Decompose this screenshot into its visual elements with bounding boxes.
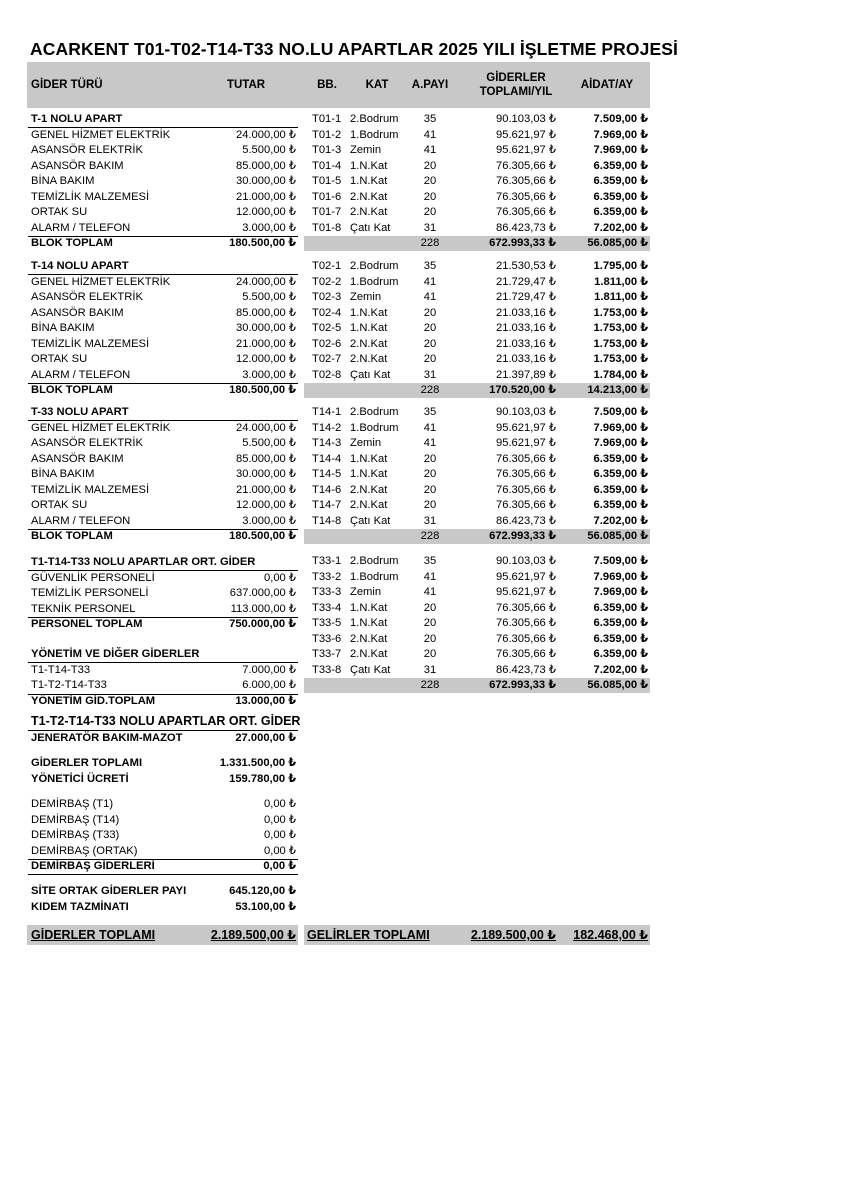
demirbas-total-amount: 0,00 ₺ [263, 860, 296, 872]
unit-kat: 2.N.Kat [350, 353, 388, 365]
yonetim-amount: 6.000,00 ₺ [242, 679, 296, 691]
expense-name: BİNA BAKIM [31, 468, 95, 480]
unit-bb: T01-8 [312, 221, 342, 234]
unit-yearly: 76.305,66 ₺ [496, 499, 556, 511]
unit-kat: 2.Bodrum [350, 260, 399, 272]
header-giderler-line2: TOPLAMI/YIL [479, 86, 553, 98]
unit-monthly: 6.359,00 ₺ [593, 632, 648, 645]
expense-name: ASANSÖR ELEKTRİK [31, 437, 143, 449]
expense-amount: 12.000,00 ₺ [236, 353, 296, 365]
block-total-monthly: 56.085,00 ₺ [587, 237, 648, 249]
header-aidat: AİDAT/AY [580, 79, 634, 91]
unit-pay: 41 [423, 421, 437, 434]
unit-kat: Zemin [350, 586, 382, 598]
unit-yearly: 95.621,97 ₺ [496, 586, 556, 598]
unit-pay: 41 [423, 291, 437, 303]
block-total-label: BLOK TOPLAM [31, 530, 113, 542]
unit-bb: T33-4 [312, 601, 342, 614]
unit-yearly: 95.621,97 ₺ [496, 437, 556, 449]
unit-bb: T01-4 [312, 159, 342, 172]
expense-name: ASANSÖR ELEKTRİK [31, 291, 143, 303]
unit-kat: 2.N.Kat [350, 632, 388, 645]
unit-monthly: 7.969,00 ₺ [593, 437, 648, 449]
unit-pay: 20 [423, 452, 437, 465]
unit-bb: T01-3 [312, 144, 342, 156]
block-total-label: BLOK TOPLAM [31, 237, 113, 249]
footer-aylik-value: 182.468,00 ₺ [573, 928, 648, 942]
unit-monthly: 6.359,00 ₺ [593, 452, 648, 465]
unit-kat: 1.Bodrum [350, 421, 399, 434]
block-title: T-1 NOLU APART [31, 113, 123, 125]
unit-monthly: 6.359,00 ₺ [593, 617, 648, 629]
unit-kat: 2.N.Kat [350, 337, 388, 350]
unit-kat: 2.Bodrum [350, 555, 399, 567]
unit-pay: 20 [423, 175, 437, 187]
unit-pay: 20 [423, 322, 437, 334]
unit-kat: Zemin [350, 437, 382, 449]
unit-monthly: 7.509,00 ₺ [593, 555, 648, 567]
expense-amount: 30.000,00 ₺ [236, 468, 296, 480]
unit-monthly: 7.969,00 ₺ [593, 144, 648, 156]
unit-bb: T01-6 [312, 190, 342, 203]
block-total-amount: 180.500,00 ₺ [229, 237, 296, 249]
unit-yearly: 21.530,53 ₺ [496, 260, 556, 272]
block-total-monthly: 14.213,00 ₺ [587, 384, 648, 396]
unit-yearly: 76.305,66 ₺ [496, 159, 556, 172]
unit-bb: T14-1 [312, 406, 342, 418]
unit-bb: T01-2 [312, 128, 342, 141]
unit-yearly: 21.397,89 ₺ [496, 368, 556, 381]
unit-bb: T14-4 [312, 452, 342, 465]
expense-name: BİNA BAKIM [31, 175, 95, 187]
unit-kat: 1.N.Kat [350, 617, 388, 629]
expense-name: TEMİZLİK MALZEMESİ [31, 190, 150, 203]
unit-yearly: 76.305,66 ₺ [496, 617, 556, 629]
expense-amount: 3.000,00 ₺ [242, 221, 296, 234]
expense-amount: 24.000,00 ₺ [236, 275, 296, 288]
expense-amount: 85.000,00 ₺ [236, 452, 296, 465]
unit-pay: 20 [423, 306, 437, 319]
demirbas-amount: 0,00 ₺ [263, 829, 296, 841]
expense-amount: 30.000,00 ₺ [236, 175, 296, 187]
unit-yearly: 90.103,03 ₺ [496, 113, 556, 125]
unit-kat: Zemin [350, 291, 382, 303]
header-tutar: TUTAR [226, 79, 266, 91]
kidem-label: KIDEM TAZMİNATI [31, 901, 129, 913]
expense-amount: 21.000,00 ₺ [236, 337, 296, 350]
unit-pay: 35 [423, 406, 437, 418]
unit-yearly: 86.423,73 ₺ [496, 221, 556, 234]
footer-gelirler-value: 2.189.500,00 ₺ [470, 928, 556, 942]
expense-amount: 21.000,00 ₺ [236, 190, 296, 203]
personel-name: GÜVENLİK PERSONELİ [31, 571, 155, 584]
unit-kat: 1.Bodrum [350, 275, 399, 288]
expense-name: GENEL HİZMET ELEKTRİK [31, 275, 171, 288]
unit-yearly: 21.729,47 ₺ [496, 291, 556, 303]
yonetim-total-label: YÖNETİM GİD.TOPLAM [31, 694, 156, 707]
unit-yearly: 76.305,66 ₺ [496, 632, 556, 645]
expense-name: ASANSÖR ELEKTRİK [31, 144, 143, 156]
unit-monthly: 7.509,00 ₺ [593, 113, 648, 125]
block-total-pay: 228 [420, 530, 440, 542]
unit-bb: T33-1 [312, 555, 342, 567]
unit-pay: 41 [423, 570, 437, 583]
unit-yearly: 95.621,97 ₺ [496, 570, 556, 583]
expense-name: TEMİZLİK MALZEMESİ [31, 337, 150, 350]
unit-bb: T33-5 [312, 617, 342, 629]
unit-kat: Çatı Kat [350, 514, 391, 527]
expense-name: GENEL HİZMET ELEKTRİK [31, 128, 171, 141]
unit-bb: T02-8 [312, 368, 342, 381]
unit-monthly: 6.359,00 ₺ [593, 206, 648, 218]
personel-total-amount: 750.000,00 ₺ [229, 618, 296, 630]
unit-pay: 20 [423, 353, 437, 365]
kidem-amount: 53.100,00 ₺ [235, 901, 296, 913]
personel-name: TEKNİK PERSONEL [31, 602, 136, 615]
unit-monthly: 1.811,00 ₺ [594, 291, 648, 303]
unit-monthly: 6.359,00 ₺ [593, 175, 648, 187]
unit-pay: 35 [423, 260, 437, 272]
header-gider-turu: GİDER TÜRÜ [31, 79, 103, 91]
unit-bb: T14-6 [312, 483, 342, 496]
unit-yearly: 21.033,16 ₺ [496, 337, 556, 350]
unit-pay: 20 [423, 617, 437, 629]
block-title: T-33 NOLU APART [31, 406, 129, 418]
demirbas-name: DEMİRBAŞ (T1) [31, 798, 114, 810]
unit-pay: 20 [423, 601, 437, 614]
header-giderler [461, 71, 571, 99]
unit-bb: T14-3 [312, 437, 342, 449]
yonetim-name: T1-T14-T33 [31, 663, 91, 676]
header-kat: KAT [365, 79, 389, 91]
giderler-toplami-label: GİDERLER TOPLAMI [31, 757, 143, 769]
block-total-pay: 228 [420, 679, 440, 691]
ortak-title: T1-T2-T14-T33 NOLU APARTLAR ORT. GİDER [31, 714, 301, 728]
expense-name: ASANSÖR BAKIM [31, 306, 124, 319]
header-apayi: A.PAYI [411, 79, 449, 91]
unit-yearly: 21.033,16 ₺ [496, 322, 556, 334]
yonetici-label: YÖNETİCİ ÜCRETİ [31, 773, 129, 785]
unit-kat: 1.N.Kat [350, 468, 388, 480]
unit-pay: 41 [423, 128, 437, 141]
unit-pay: 31 [423, 514, 437, 527]
personel-amount: 637.000,00 ₺ [229, 587, 296, 599]
unit-pay: 41 [423, 586, 437, 598]
unit-monthly: 6.359,00 ₺ [593, 159, 648, 172]
unit-bb: T14-7 [312, 499, 342, 511]
unit-yearly: 76.305,66 ₺ [496, 190, 556, 203]
unit-bb: T33-8 [312, 663, 342, 676]
unit-monthly: 7.202,00 ₺ [593, 221, 648, 234]
unit-bb: T02-6 [312, 337, 342, 350]
expense-name: ORTAK SU [31, 353, 88, 365]
block-total-label: BLOK TOPLAM [31, 384, 113, 396]
expense-name: ASANSÖR BAKIM [31, 452, 124, 465]
unit-pay: 20 [423, 468, 437, 480]
unit-monthly: 7.202,00 ₺ [593, 514, 648, 527]
unit-bb: T01-5 [312, 175, 342, 187]
yonetim-name: T1-T2-T14-T33 [31, 679, 107, 691]
block-total-amount: 180.500,00 ₺ [229, 384, 296, 396]
block-total-monthly: 56.085,00 ₺ [587, 679, 648, 691]
personel-name: TEMİZLİK PERSONELİ [31, 587, 149, 599]
unit-pay: 20 [423, 190, 437, 203]
expense-name: ALARM / TELEFON [31, 368, 131, 381]
unit-bb: T02-2 [312, 275, 342, 288]
expense-name: ALARM / TELEFON [31, 514, 131, 527]
unit-bb: T33-2 [312, 570, 342, 583]
expense-name: ALARM / TELEFON [31, 221, 131, 234]
expense-amount: 85.000,00 ₺ [236, 159, 296, 172]
unit-kat: Çatı Kat [350, 221, 391, 234]
demirbas-name: DEMİRBAŞ (ORTAK) [31, 844, 138, 857]
block-total-amount: 180.500,00 ₺ [229, 530, 296, 542]
expense-amount: 3.000,00 ₺ [242, 514, 296, 527]
expense-amount: 30.000,00 ₺ [236, 322, 296, 334]
expense-name: TEMİZLİK MALZEMESİ [31, 483, 150, 496]
unit-kat: 1.N.Kat [350, 322, 388, 334]
unit-kat: 2.N.Kat [350, 499, 388, 511]
demirbas-amount: 0,00 ₺ [263, 798, 296, 810]
unit-yearly: 76.305,66 ₺ [496, 483, 556, 496]
unit-pay: 35 [423, 113, 437, 125]
unit-kat: 2.Bodrum [350, 406, 399, 418]
unit-pay: 20 [423, 499, 437, 511]
unit-yearly: 90.103,03 ₺ [496, 406, 556, 418]
table-header [27, 62, 650, 108]
giderler-toplami-amount: 1.331.500,00 ₺ [219, 757, 296, 769]
unit-bb: T02-7 [312, 353, 342, 365]
unit-yearly: 76.305,66 ₺ [496, 452, 556, 465]
expense-amount: 3.000,00 ₺ [242, 368, 296, 381]
unit-kat: 2.Bodrum [350, 113, 399, 125]
expense-name: BİNA BAKIM [31, 322, 95, 334]
unit-bb: T01-7 [312, 206, 342, 218]
unit-yearly: 76.305,66 ₺ [496, 601, 556, 614]
page-title: ACARKENT T01-T02-T14-T33 NO.LU APARTLAR 2025 YILI İŞLETME PROJESİ [30, 39, 678, 59]
unit-yearly: 86.423,73 ₺ [496, 514, 556, 527]
block-total-yearly: 672.993,33 ₺ [489, 530, 556, 542]
unit-bb: T33-3 [312, 586, 342, 598]
unit-kat: 1.N.Kat [350, 601, 388, 614]
unit-monthly: 6.359,00 ₺ [593, 483, 648, 496]
unit-bb: T02-3 [312, 291, 342, 303]
footer-giderler-value: 2.189.500,00 ₺ [210, 928, 296, 942]
unit-pay: 20 [423, 632, 437, 645]
expense-name: ORTAK SU [31, 206, 88, 218]
unit-kat: 2.N.Kat [350, 483, 388, 496]
unit-kat: 1.N.Kat [350, 452, 388, 465]
unit-bb: T01-1 [312, 113, 342, 125]
block-title: T-14 NOLU APART [31, 260, 129, 272]
unit-monthly: 1.753,00 ₺ [593, 337, 648, 350]
demirbas-amount: 0,00 ₺ [263, 844, 296, 857]
unit-monthly: 7.202,00 ₺ [593, 663, 648, 676]
unit-monthly: 1.753,00 ₺ [593, 306, 648, 319]
unit-bb: T14-2 [312, 421, 342, 434]
unit-bb: T02-4 [312, 306, 342, 319]
unit-pay: 41 [423, 437, 437, 449]
unit-pay: 31 [423, 663, 437, 676]
unit-monthly: 6.359,00 ₺ [593, 499, 648, 511]
yonetim-amount: 7.000,00 ₺ [242, 663, 296, 676]
expense-name: ORTAK SU [31, 499, 88, 511]
block-total-yearly: 672.993,33 ₺ [489, 679, 556, 691]
unit-yearly: 76.305,66 ₺ [496, 175, 556, 187]
unit-monthly: 7.969,00 ₺ [593, 421, 648, 434]
unit-pay: 20 [423, 483, 437, 496]
demirbas-total-underline [28, 874, 298, 875]
expense-amount: 12.000,00 ₺ [236, 206, 296, 218]
unit-bb: T02-5 [312, 322, 342, 334]
unit-yearly: 86.423,73 ₺ [496, 663, 556, 676]
expense-amount: 24.000,00 ₺ [236, 421, 296, 434]
unit-kat: 1.Bodrum [350, 570, 399, 583]
unit-yearly: 21.729,47 ₺ [496, 275, 556, 288]
header-bb: BB. [317, 79, 337, 91]
unit-yearly: 95.621,97 ₺ [496, 128, 556, 141]
unit-monthly: 1.753,00 ₺ [593, 322, 648, 334]
unit-monthly: 6.359,00 ₺ [593, 648, 648, 660]
unit-yearly: 95.621,97 ₺ [496, 144, 556, 156]
expense-name: ASANSÖR BAKIM [31, 159, 124, 172]
unit-yearly: 21.033,16 ₺ [496, 306, 556, 319]
unit-monthly: 7.969,00 ₺ [593, 128, 648, 141]
unit-monthly: 1.795,00 ₺ [593, 260, 648, 272]
unit-pay: 20 [423, 337, 437, 350]
unit-kat: 1.N.Kat [350, 175, 388, 187]
unit-yearly: 95.621,97 ₺ [496, 421, 556, 434]
yonetim-title: YÖNETİM VE DİĞER GİDERLER [31, 648, 200, 660]
unit-monthly: 7.509,00 ₺ [593, 406, 648, 418]
expense-amount: 24.000,00 ₺ [236, 128, 296, 141]
block-total-monthly: 56.085,00 ₺ [587, 530, 648, 542]
jenerator-label: JENERATÖR BAKIM-MAZOT [31, 732, 183, 744]
demirbas-name: DEMİRBAŞ (T14) [31, 813, 120, 826]
expense-amount: 85.000,00 ₺ [236, 306, 296, 319]
footer-giderler-label: GİDERLER TOPLAMI [31, 928, 156, 942]
personel-title: T1-T14-T33 NOLU APARTLAR ORT. GİDER [31, 556, 256, 568]
unit-kat: 1.N.Kat [350, 306, 388, 319]
unit-monthly: 1.753,00 ₺ [593, 353, 648, 365]
unit-kat: 2.N.Kat [350, 206, 388, 218]
unit-kat: Çatı Kat [350, 663, 391, 676]
unit-pay: 41 [423, 144, 437, 156]
unit-monthly: 1.784,00 ₺ [593, 368, 648, 381]
expense-amount: 21.000,00 ₺ [236, 483, 296, 496]
unit-yearly: 21.033,16 ₺ [496, 353, 556, 365]
expense-amount: 5.500,00 ₺ [242, 291, 296, 303]
unit-monthly: 7.969,00 ₺ [593, 586, 648, 598]
unit-yearly: 76.305,66 ₺ [496, 648, 556, 660]
yonetim-total-amount: 13.000,00 ₺ [235, 694, 296, 707]
block-total-yearly: 672.993,33 ₺ [489, 237, 556, 249]
yonetici-amount: 159.780,00 ₺ [229, 773, 296, 785]
unit-monthly: 6.359,00 ₺ [593, 190, 648, 203]
expense-name: GENEL HİZMET ELEKTRİK [31, 421, 171, 434]
unit-pay: 31 [423, 221, 437, 234]
unit-kat: 2.N.Kat [350, 648, 388, 660]
unit-pay: 20 [423, 206, 437, 218]
personel-total-label: PERSONEL TOPLAM [31, 618, 143, 630]
expense-amount: 5.500,00 ₺ [242, 144, 296, 156]
unit-pay: 41 [423, 275, 437, 288]
unit-bb: T33-7 [312, 648, 342, 660]
unit-monthly: 6.359,00 ₺ [593, 468, 648, 480]
block-total-yearly: 170.520,00 ₺ [489, 384, 556, 396]
unit-monthly: 6.359,00 ₺ [593, 601, 648, 614]
unit-kat: Zemin [350, 144, 382, 156]
header-giderler-line1: GİDERLER [486, 72, 546, 84]
expense-amount: 5.500,00 ₺ [242, 437, 296, 449]
unit-pay: 20 [423, 159, 437, 172]
unit-bb: T33-6 [312, 632, 342, 645]
block-total-pay: 228 [420, 384, 440, 396]
personel-amount: 0,00 ₺ [263, 571, 296, 584]
unit-pay: 35 [423, 555, 437, 567]
demirbas-name: DEMİRBAŞ (T33) [31, 829, 120, 841]
unit-pay: 20 [423, 648, 437, 660]
unit-yearly: 90.103,03 ₺ [496, 555, 556, 567]
site-ortak-amount: 645.120,00 ₺ [229, 885, 296, 897]
unit-monthly: 1.811,00 ₺ [594, 275, 648, 288]
unit-kat: 1.N.Kat [350, 159, 388, 172]
unit-bb: T14-5 [312, 468, 342, 480]
block-total-pay: 228 [420, 237, 440, 249]
unit-yearly: 76.305,66 ₺ [496, 206, 556, 218]
personel-amount: 113.000,00 ₺ [230, 602, 296, 615]
jenerator-amount: 27.000,00 ₺ [235, 732, 296, 744]
unit-yearly: 76.305,66 ₺ [496, 468, 556, 480]
expense-amount: 12.000,00 ₺ [236, 499, 296, 511]
demirbas-amount: 0,00 ₺ [263, 813, 296, 826]
unit-pay: 31 [423, 368, 437, 381]
unit-kat: 2.N.Kat [350, 190, 388, 203]
demirbas-total-label: DEMİRBAŞ GİDERLERİ [31, 860, 155, 872]
unit-bb: T02-1 [312, 260, 342, 272]
unit-bb: T14-8 [312, 514, 342, 527]
unit-kat: 1.Bodrum [350, 128, 399, 141]
unit-kat: Çatı Kat [350, 368, 391, 381]
footer-gelirler-label: GELİRLER TOPLAMI [307, 928, 430, 942]
unit-monthly: 7.969,00 ₺ [593, 570, 648, 583]
site-ortak-label: SİTE ORTAK GİDERLER PAYI [31, 885, 187, 897]
